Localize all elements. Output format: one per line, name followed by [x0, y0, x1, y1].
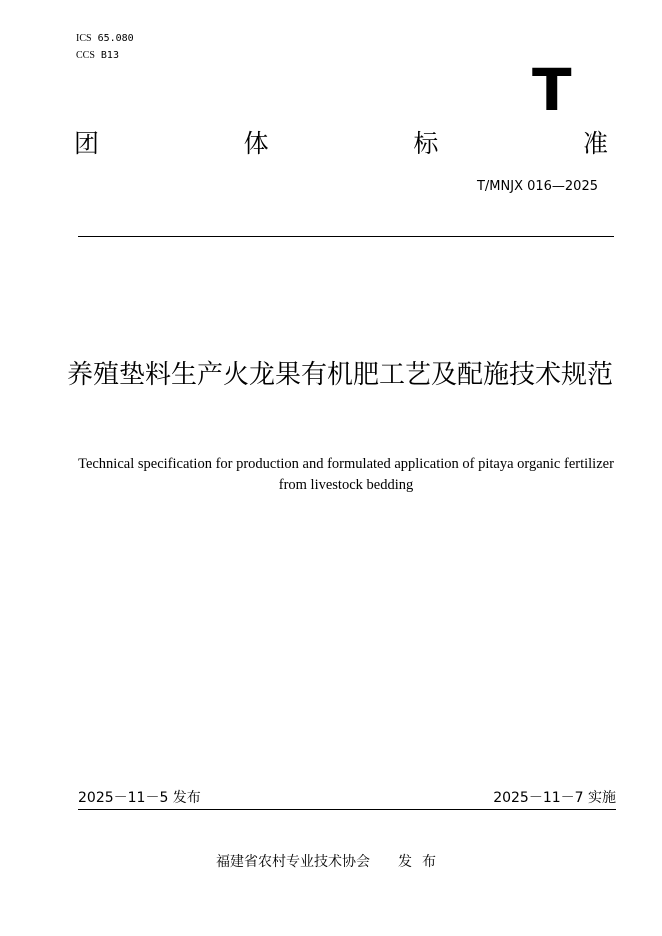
publisher-line	[0, 852, 662, 872]
ccs-line	[76, 49, 119, 62]
ics-label: ICS	[76, 33, 92, 44]
standard-type-heading	[74, 128, 608, 160]
issue-date: 2025－11－5 发布	[78, 790, 201, 806]
title-chinese: 养殖垫料生产火龙果有机肥工艺及配施技术规范	[66, 360, 613, 390]
standard-type-char: 准	[582, 129, 608, 158]
publisher-name: 福建省农村专业技术协会	[216, 854, 370, 870]
standard-type-char: 团	[74, 129, 100, 158]
top-divider	[78, 236, 614, 237]
ics-line	[76, 32, 134, 45]
standard-type-char: 体	[243, 129, 269, 158]
publisher-action: 发布	[398, 854, 446, 870]
implementation-date: 2025－11－7 实施	[493, 790, 616, 806]
ics-code: 65.080	[97, 33, 134, 44]
title-english: Technical specification for production and formulated application of pitaya organic fertilizer from livestock bedding	[78, 456, 614, 493]
ccs-label: CCS	[76, 50, 95, 61]
ccs-code: B13	[100, 50, 119, 61]
bottom-divider	[78, 809, 616, 810]
standard-type-char: 标	[413, 129, 439, 158]
standard-mark: T	[532, 56, 572, 124]
standard-number: T/MNJX 016—2025	[476, 179, 598, 194]
